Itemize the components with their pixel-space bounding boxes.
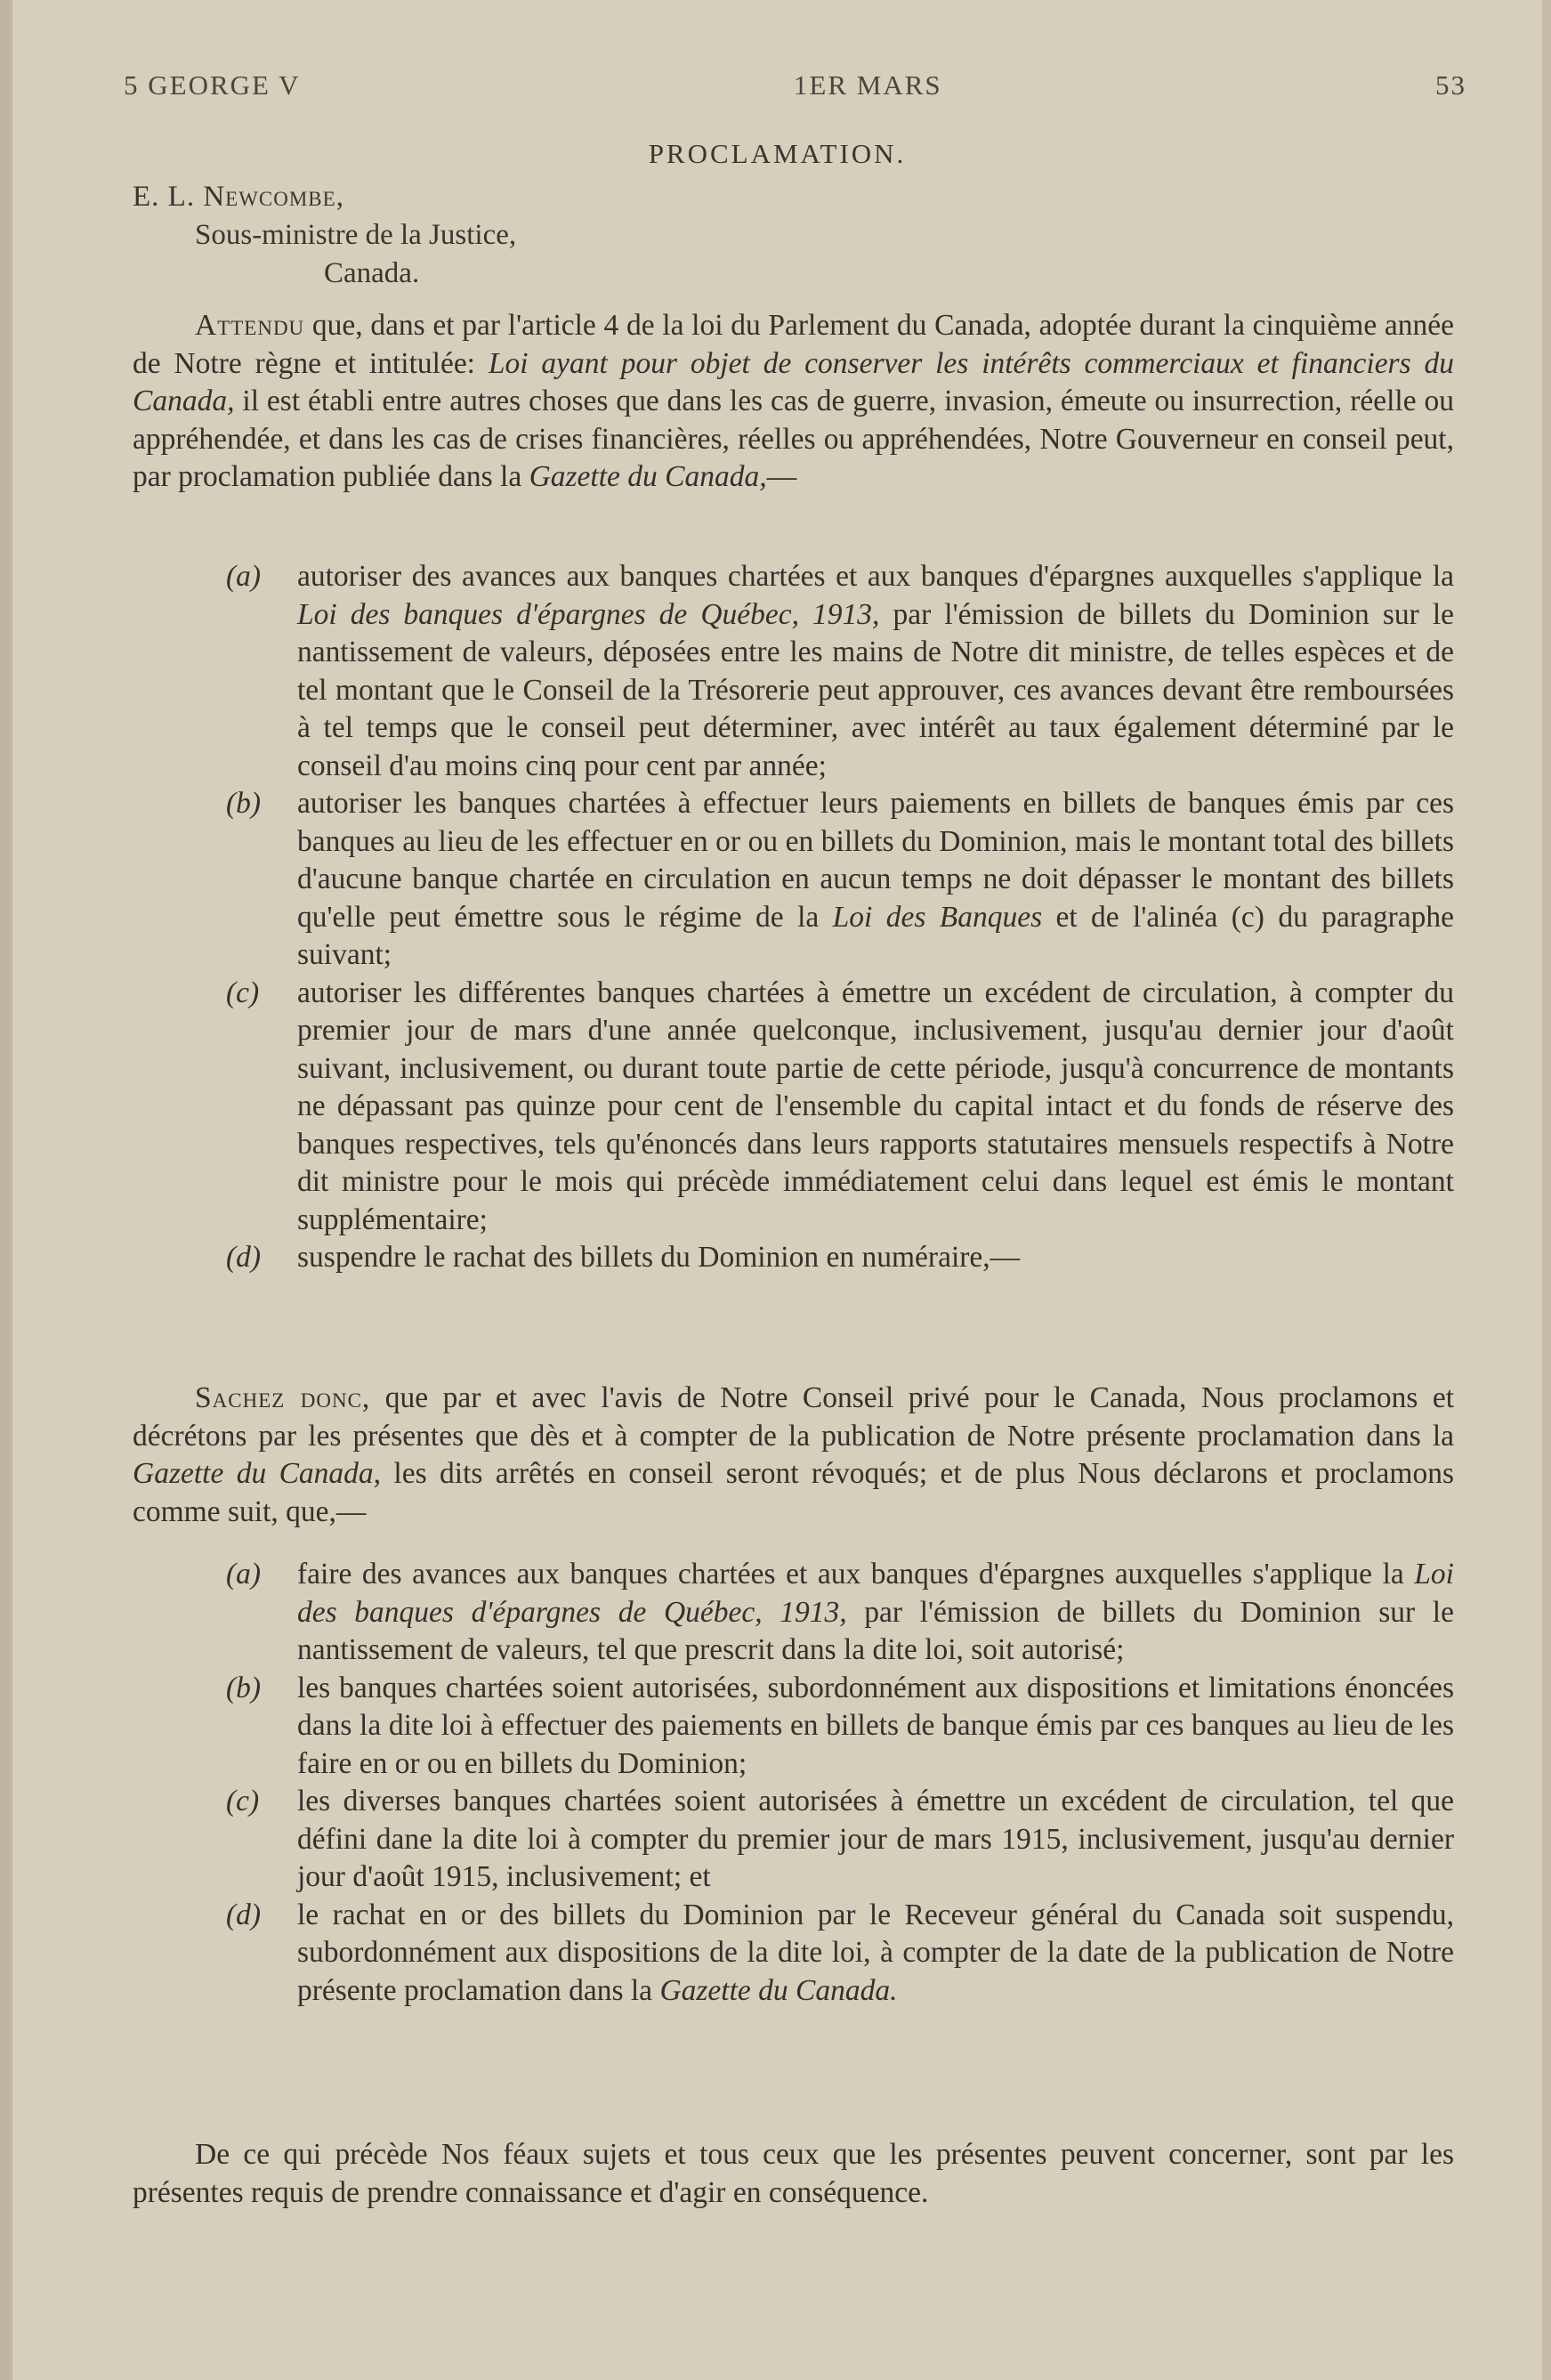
preamble-text-b: il est établi entre autres choses que dans les cas de guerre, invasion, émeute ou insurrection, réelle ou appréhendée, et dans les cas de crises financières, réelles ou appréhendées, Notre Gouverneur en conseil peut, par proclamation publiée dans la xyxy=(133,385,1454,493)
first-list xyxy=(133,558,1454,1277)
list-item: (b) les banques chartées soient autorisées, subordonnément aux dispositions et limitations énoncées dans la dite loi à effectuer des paiements en billets de banque émis par ces banques au lieu de les faire en or ou en billets du Dominion; xyxy=(226,1671,1454,1780)
enacting-gazette: Gazette du Canada, xyxy=(133,1457,382,1490)
list-item: (c) les diverses banques chartées soient autorisées à émettre un excédent de circulation, tel que défini dane la dite loi à compter du premier jour de mars 1915, inclusivement, jusqu'au dernier jour d'août 1915, inclusivement; et xyxy=(226,1785,1454,1893)
preamble-text-c: — xyxy=(766,460,797,493)
preamble-lead: Attendu xyxy=(195,309,305,342)
signatory-position: Sous-ministre de la Justice, xyxy=(195,219,517,251)
list-item: (b) autoriser les banques chartées à effectuer leurs paiements en billets de banques émis par ces banques au lieu de les effectuer en or ou en billets du Dominion, mais le montant total des billets d'aucune banque chartée en circulation en aucun temps ne doit dépasser le montant des billets qu'elle peut émettre sous le régime de la Loi des Banques et de l'alinéa (c) du paragraphe suivant; xyxy=(226,787,1454,971)
closing-paragraph xyxy=(133,2136,1454,2212)
list-item: (a) autoriser des avances aux banques chartées et aux banques d'épargnes auxquelles s'applique la Loi des banques d'épargnes de Québec, 1913, par l'émission de billets du Dominion sur le nantissement de valeurs, déposées entre les mains de Notre dit ministre, de telles espèces et de tel montant que le Conseil de la Trésorerie peut approuver, ces avances devant être remboursées à tel temps que le conseil peut déterminer, avec intérêt au taux également déterminé par le conseil d'au moins cinq pour cent par année; xyxy=(226,560,1454,782)
enacting-paragraph xyxy=(133,1380,1454,1531)
page-number: 53 xyxy=(1435,69,1466,101)
preamble-paragraph xyxy=(133,307,1454,497)
running-header xyxy=(124,69,1466,101)
enacting-lead: Sachez donc, xyxy=(195,1381,371,1414)
preamble-law-title: Loi ayant pour objet de conserver les intérêts commerciaux et financiers du Canada, xyxy=(133,346,1454,417)
signatory-name: E. L. Newcombe, xyxy=(133,181,344,213)
closing-text: De ce qui précède Nos féaux sujets et tous ceux que les présentes peuvent concerner, sont par les présentes requis de prendre connaissance et d'agir en conséquence. xyxy=(133,2138,1454,2209)
preamble-gazette: Gazette du Canada, xyxy=(529,460,767,493)
signatory-place: Canada. xyxy=(324,257,420,289)
header-regnal-year: 5 GEORGE V xyxy=(124,69,301,101)
list-item: (a) faire des avances aux banques chartées et aux banques d'épargnes auxquelles s'applique la Loi des banques d'épargnes de Québec, 1913, par l'émission de billets du Dominion sur le nantissement de valeurs, tel que prescrit dans la dite loi, soit autorisé; xyxy=(226,1558,1454,1666)
signatory-block xyxy=(133,178,516,293)
list-item: (d) suspendre le rachat des billets du Dominion en numéraire,— xyxy=(226,1241,1021,1274)
enacting-text-a: que par et avec l'avis de Notre Conseil privé pour le Canada, Nous proclamons et décrétons par les présentes que dès et à compter de la publication de Notre présente proclamation dans la xyxy=(133,1381,1454,1453)
list-item: (d) le rachat en or des billets du Dominion par le Receveur général du Canada soit suspendu, subordonnément aux dispositions de la dite loi, à compter de la date de la publication de Notre présente proclamation dans la Gazette du Canada. xyxy=(226,1898,1454,2007)
second-list xyxy=(133,1556,1454,2010)
preamble-text-a: que, dans et par l'article 4 de la loi du Parlement du Canada, adoptée durant la cinquième année de Notre règne et intitulée: xyxy=(133,309,1454,380)
proclamation-title: PROCLAMATION. xyxy=(648,138,907,169)
enacting-text-b: les dits arrêtés en conseil seront révoqués; et de plus Nous déclarons et proclamons comme suit, que,— xyxy=(133,1457,1454,1528)
header-date: 1ER MARS xyxy=(793,69,942,101)
list-item: (c) autoriser les différentes banques chartées à émettre un excédent de circulation, à compter du premier jour de mars d'une année quelconque, inclusivement, jusqu'au dernier jour d'août suivant, inclusivement, ou durant toute partie de cette période, jusqu'à concurrence de montants ne dépassant pas quinze pour cent de l'ensemble du capital intact et du fonds de réserve des banques respectives, tels qu'énoncés dans leurs rapports statutaires mensuels respectifs à Notre dit ministre pour le mois qui précède immédiatement celui dans lequel est émis le montant supplémentaire; xyxy=(226,975,1454,1236)
